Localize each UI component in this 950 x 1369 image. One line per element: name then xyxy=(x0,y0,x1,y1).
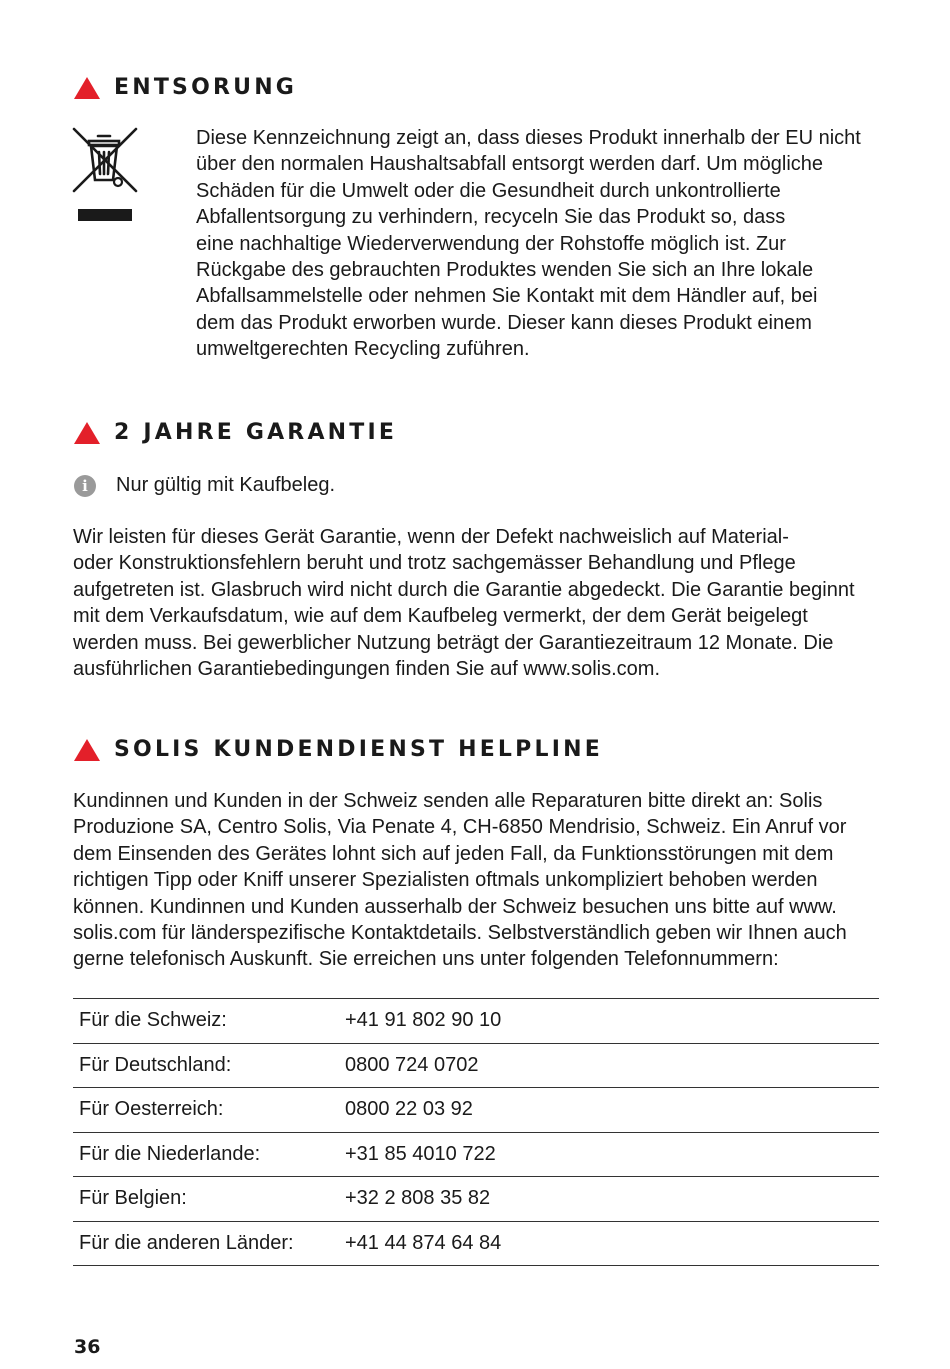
section-heading-warranty xyxy=(74,420,397,445)
table-row xyxy=(73,999,879,1044)
warranty-note xyxy=(74,474,335,497)
section-title: ENTSORUNG xyxy=(114,75,298,100)
section-title: SOLIS KUNDENDIENST HELPLINE xyxy=(114,737,603,762)
country-cell: Für die anderen Länder: xyxy=(79,1231,294,1254)
text-line: Rückgabe des gebrauchten Produktes wenden Sie sich an Ihre lokale xyxy=(196,259,814,282)
text-line: Produzione SA, Centro Solis, Via Penate 4, CH-6850 Mendrisio, Schweiz. Ein Anruf vor xyxy=(73,816,847,839)
text-line: solis.com für länderspezifische Kontaktdetails. Selbstverständlich geben wir Ihnen auch xyxy=(73,922,847,945)
text-line: können. Kundinnen und Kunden ausserhalb der Schweiz besuchen uns bitte auf www. xyxy=(73,895,837,918)
crossed-out-wheelie-bin-icon xyxy=(72,127,138,224)
text-line: richtigen Tipp oder Kniff unserer Spezialisten oftmals unkompliziert behoben werden xyxy=(73,869,818,892)
country-cell: Für Belgien: xyxy=(79,1187,187,1210)
table-row xyxy=(73,1133,879,1178)
page-number: 36 xyxy=(74,1336,101,1358)
disposal-paragraph xyxy=(196,125,861,363)
text-line: ausführlichen Garantiebedingungen finden Sie auf www.solis.com. xyxy=(73,658,661,681)
text-line: dem Einsenden des Gerätes lohnt sich auf jeden Fall, da Funktionsstörungen mit dem xyxy=(73,842,834,865)
text-line: werden muss. Bei gewerblicher Nutzung beträgt der Garantiezeitraum 12 Monate. Die xyxy=(73,631,834,654)
phone-number-cell: 0800 22 03 92 xyxy=(345,1098,473,1121)
phone-number-cell: +41 44 874 64 84 xyxy=(345,1231,502,1254)
text-line: Wir leisten für dieses Gerät Garantie, wenn der Defekt nachweislich auf Material- xyxy=(73,526,789,548)
section-heading-helpline xyxy=(74,737,603,762)
text-line: Abfallentsorgung zu verhindern, recyceln Sie das Produkt so, dass xyxy=(196,206,786,229)
text-line: Diese Kennzeichnung zeigt an, dass dieses Produkt innerhalb der EU nicht xyxy=(196,127,861,149)
table-row xyxy=(73,1044,879,1089)
phone-number-cell: +31 85 4010 722 xyxy=(345,1142,496,1165)
warranty-paragraph xyxy=(73,524,855,682)
table-row xyxy=(73,1088,879,1133)
text-line: Kundinnen und Kunden in der Schweiz senden alle Reparaturen bitte direkt an: Solis xyxy=(73,790,823,812)
text-line: umweltgerechten Recycling zuführen. xyxy=(196,338,530,361)
text-line: Abfallsammelstelle oder nehmen Sie Kontakt mit dem Händler auf, bei xyxy=(196,285,818,308)
text-line: Schäden für die Umwelt oder die Gesundheit durch unkontrollierte xyxy=(196,179,781,202)
warranty-note-text: Nur gültig mit Kaufbeleg. xyxy=(116,474,336,496)
text-line: gerne telefonisch Auskunft. Sie erreichen uns unter folgenden Telefonnummern: xyxy=(73,948,779,971)
table-row xyxy=(73,1177,879,1222)
section-heading-disposal xyxy=(74,75,297,100)
text-line: dem das Produkt erworben wurde. Dieser kann dieses Produkt einem xyxy=(196,311,812,334)
text-line: mit dem Verkaufsdatum, wie auf dem Kaufbeleg vermerkt, der dem Gerät beigelegt xyxy=(73,605,808,628)
info-icon: i xyxy=(74,475,96,497)
country-cell: Für Oesterreich: xyxy=(79,1098,224,1121)
country-cell: Für Deutschland: xyxy=(79,1053,232,1076)
phone-number-cell: +41 91 802 90 10 xyxy=(345,1009,502,1032)
warning-triangle-icon xyxy=(74,77,100,99)
table-row xyxy=(73,1222,879,1267)
section-title: 2 JAHRE GARANTIE xyxy=(114,420,398,445)
phone-number-cell: 0800 724 0702 xyxy=(345,1053,479,1076)
text-line: oder Konstruktionsfehlern beruht und trotz sachgemässer Behandlung und Pflege xyxy=(73,552,796,575)
text-line: eine nachhaltige Wiederverwendung der Rohstoffe möglich ist. Zur xyxy=(196,232,786,255)
text-line: über den normalen Haushaltsabfall entsorgt werden darf. Um mögliche xyxy=(196,153,824,176)
warning-triangle-icon xyxy=(74,422,100,444)
phone-number-cell: +32 2 808 35 82 xyxy=(345,1187,491,1210)
warning-triangle-icon xyxy=(74,739,100,761)
phone-number-table xyxy=(73,998,879,1266)
text-line: aufgetreten ist. Glasbruch wird nicht durch die Garantie abgedeckt. Die Garantie beginnt xyxy=(73,578,855,601)
country-cell: Für die Niederlande: xyxy=(79,1142,261,1165)
helpline-paragraph xyxy=(73,788,847,973)
country-cell: Für die Schweiz: xyxy=(79,1009,227,1032)
